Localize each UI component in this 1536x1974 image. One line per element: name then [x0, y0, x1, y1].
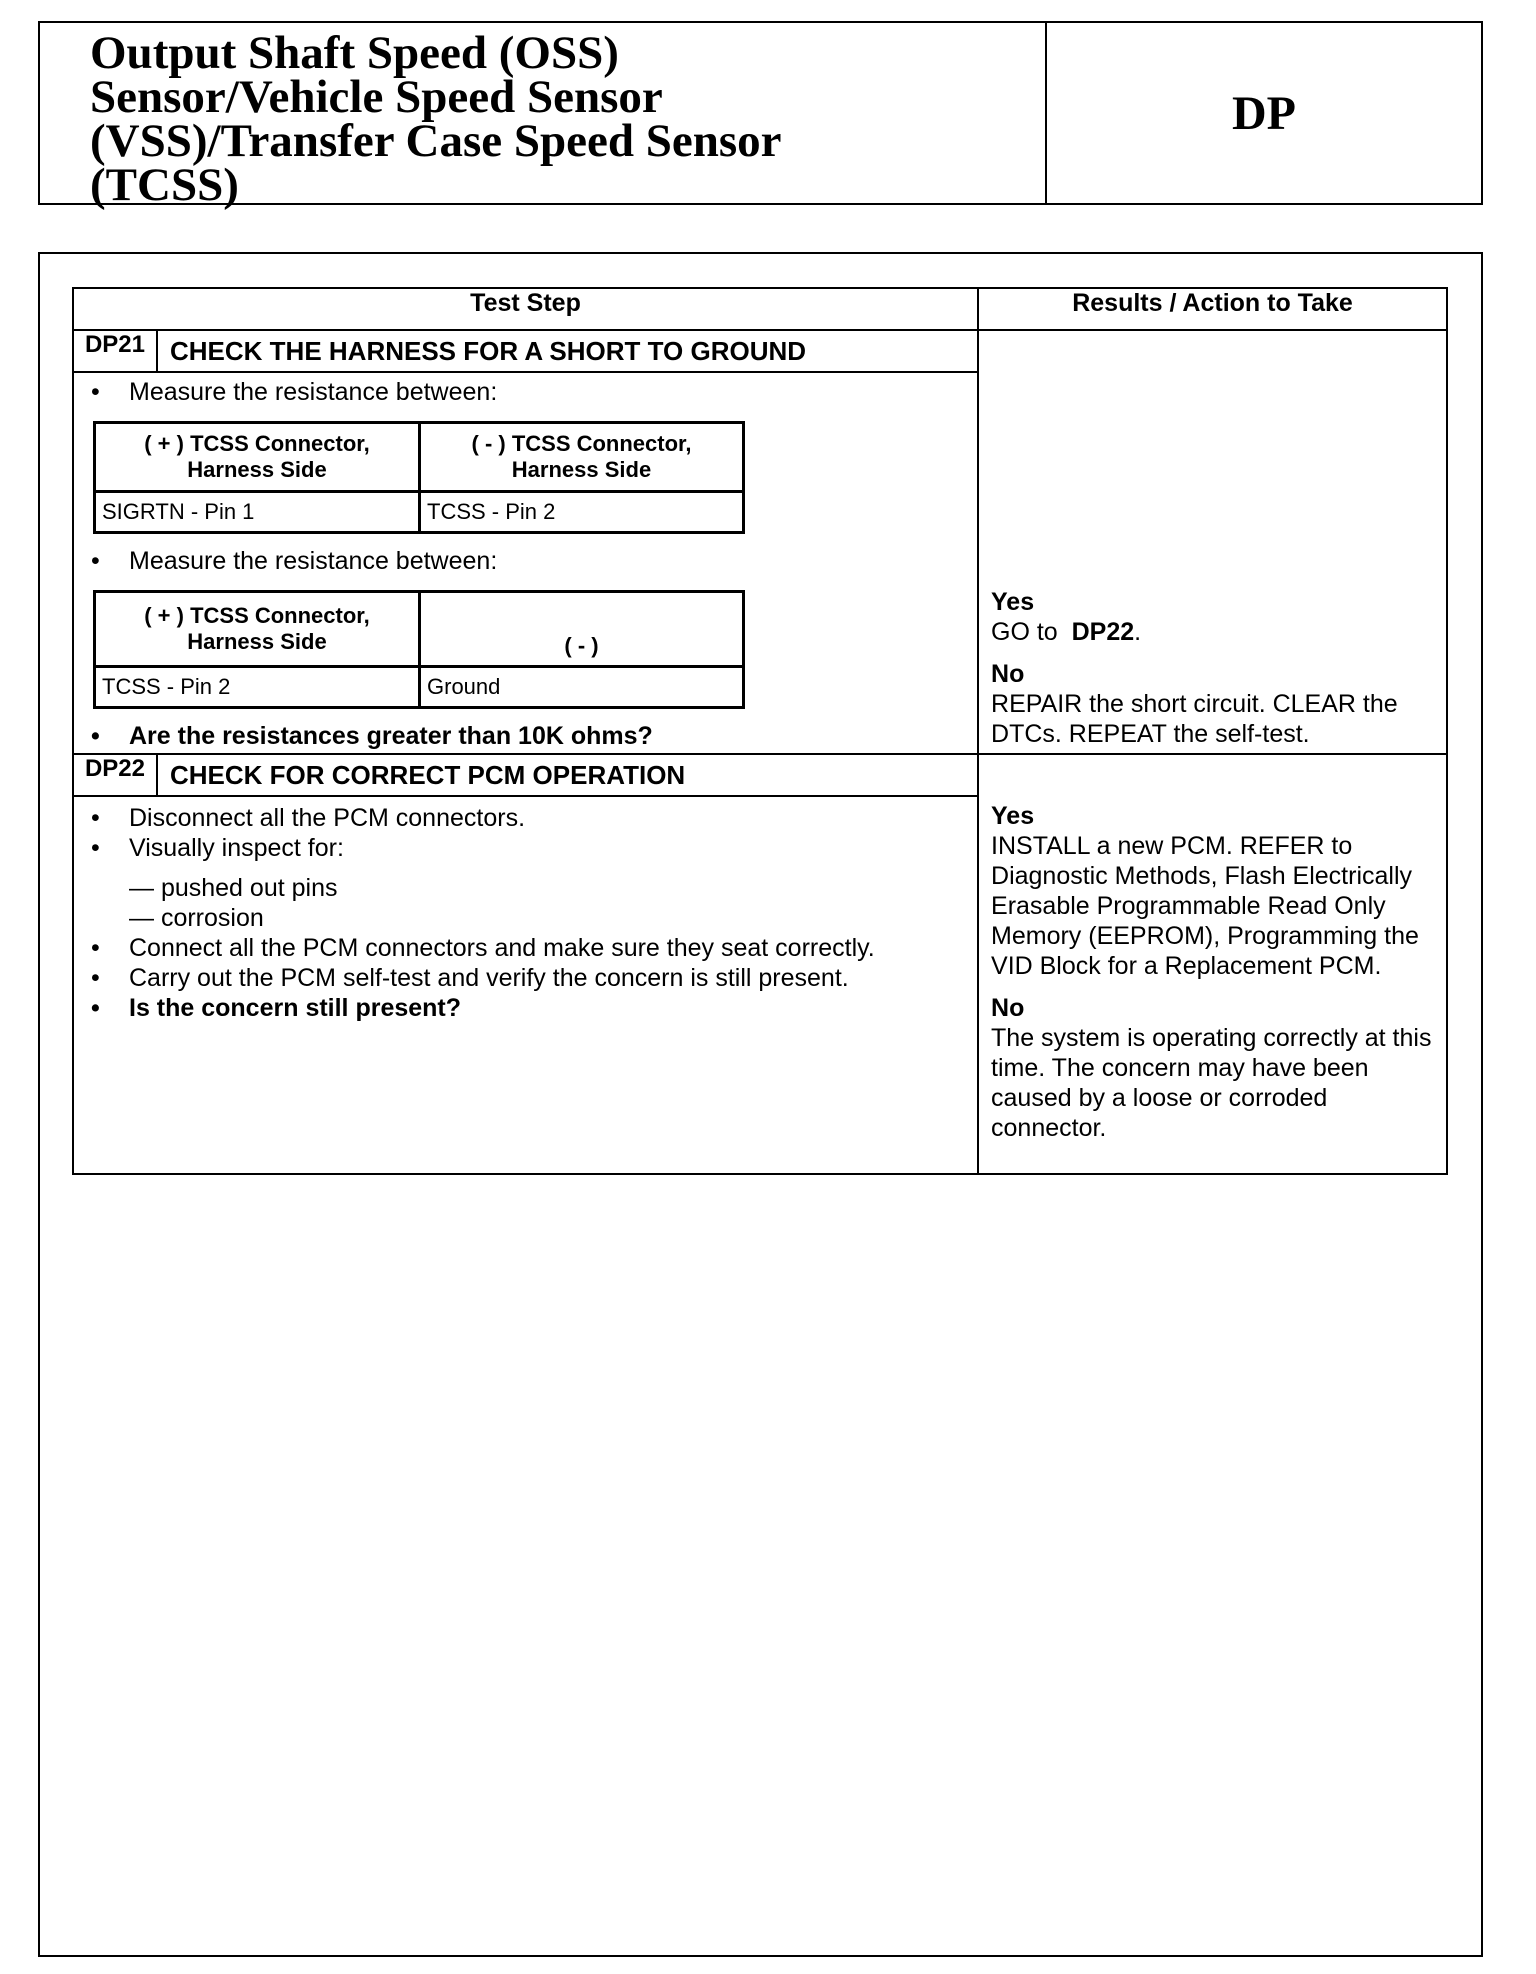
page-title	[40, 23, 1047, 211]
result-dp22	[978, 754, 1447, 1174]
bullet-connect: • Connect all the PCM connectors and make sure they seat correctly.	[73, 933, 977, 963]
no-action: REPAIR the short circuit. CLEAR the DTCs. REPEAT the self-test.	[991, 690, 1398, 748]
sub-pushed-pins: — pushed out pins	[129, 874, 338, 902]
no-label: No	[991, 660, 1025, 688]
title-line-4: (TCSS)	[90, 159, 239, 211]
yes-action	[991, 617, 1446, 647]
page-header	[38, 21, 1483, 211]
bullet-disconnect: • Disconnect all the PCM connectors.	[73, 803, 977, 833]
table1-col-minus: ( - ) TCSS Connector, Harness Side	[420, 423, 744, 492]
table1-cell-plus: SIGRTN - Pin 1	[95, 492, 420, 533]
yes-suffix: .	[1134, 618, 1142, 646]
table-header-row	[73, 288, 1447, 330]
sub-corrosion: — corrosion	[129, 904, 264, 932]
table2-col-plus: ( + ) TCSS Connector, Harness Side	[95, 592, 420, 667]
yes-action-dp22: INSTALL a new PCM. REFER to Diagnostic Methods, Flash Electrically Erasable Programmable Read Only Memory (EEPROM), Programming the VID Block for a Replacement PCM.	[991, 832, 1419, 980]
step-id-dp22: DP22	[73, 754, 157, 796]
step-dp22-title-row	[73, 754, 1447, 796]
yes-target: DP22	[1071, 618, 1135, 646]
table2-col-minus: ( - )	[420, 592, 744, 667]
table1-col-plus: ( + ) TCSS Connector, Harness Side	[95, 423, 420, 492]
table2-cell-minus: Ground	[420, 667, 744, 708]
section-code: DP	[1232, 86, 1296, 140]
col-header-results: Results / Action to Take	[978, 288, 1447, 330]
bullet-self-test: • Carry out the PCM self-test and verify the concern is still present.	[73, 963, 977, 993]
step-dp21-title-row	[73, 330, 1447, 372]
result-dp21	[978, 330, 1447, 754]
test-step-table	[72, 287, 1448, 1175]
bullet-inspect: • Visually inspect for:	[73, 833, 977, 863]
step-body-dp22	[129, 796, 978, 1174]
table1-cell-minus: TCSS - Pin 2	[420, 492, 744, 533]
resistance-table-2	[93, 590, 745, 709]
no-label-dp22: No	[991, 994, 1025, 1022]
title-line-1: Output Shaft Speed (OSS)	[90, 27, 619, 79]
bullet-measure-1: • Measure the resistance between:	[73, 377, 977, 407]
title-line-2: Sensor/Vehicle Speed Sensor	[90, 71, 663, 123]
yes-prefix: GO to	[991, 618, 1058, 646]
col-header-test-step: Test Step	[73, 288, 978, 330]
step-title-dp21: CHECK THE HARNESS FOR A SHORT TO GROUND	[157, 330, 978, 372]
no-action-dp22: The system is operating correctly at this time. The concern may have been caused by a loose or corroded connector.	[991, 1024, 1432, 1142]
bullet-question-dp21: • Are the resistances greater than 10K ohms?	[73, 721, 977, 751]
yes-label-dp22: Yes	[991, 802, 1035, 830]
table2-cell-plus: TCSS - Pin 2	[95, 667, 420, 708]
step-id-dp21: DP21	[73, 330, 157, 372]
resistance-table-1	[93, 421, 745, 534]
bullet-question-dp22: • Is the concern still present?	[73, 993, 977, 1023]
title-line-3: (VSS)/Transfer Case Speed Sensor	[90, 115, 782, 167]
bullet-measure-2: • Measure the resistance between:	[73, 546, 977, 576]
step-title-dp22: CHECK FOR CORRECT PCM OPERATION	[157, 754, 978, 796]
step-body-dp21	[102, 372, 978, 754]
yes-label: Yes	[991, 588, 1035, 616]
